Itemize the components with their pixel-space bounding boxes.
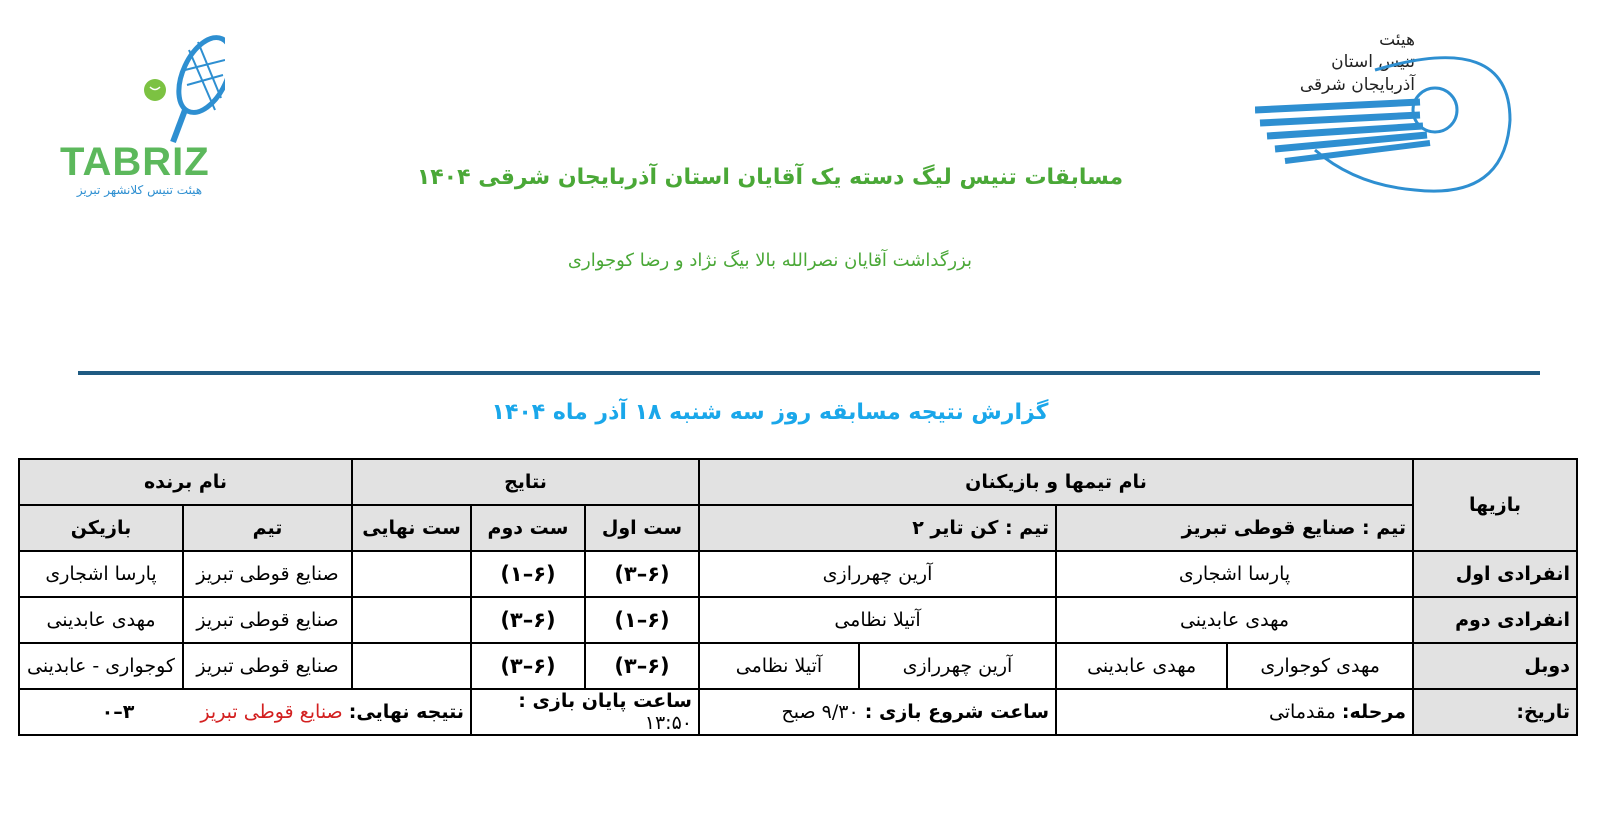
table-row bbox=[19, 551, 1577, 597]
final-result-score: ۰–۳ bbox=[101, 701, 135, 723]
team1-player: مهدی عابدینی bbox=[1056, 597, 1413, 643]
end-time-cell bbox=[471, 689, 699, 735]
stage-value: مقدماتی bbox=[1268, 701, 1336, 723]
start-time-label: ساعت شروع بازی : bbox=[864, 701, 1050, 723]
final-set-header: ست نهایی bbox=[352, 505, 471, 551]
final-result-cell bbox=[19, 689, 471, 735]
team2-player-a: آرین چهررازی bbox=[859, 643, 1056, 689]
games-header: بازیها bbox=[1413, 459, 1577, 551]
set1-header: ست اول bbox=[585, 505, 699, 551]
winner-team-header: تیم bbox=[183, 505, 352, 551]
set2-score: (۳–۶) bbox=[471, 643, 585, 689]
set2-header: ست دوم bbox=[471, 505, 585, 551]
table-row bbox=[19, 597, 1577, 643]
table-row bbox=[19, 643, 1577, 689]
tennis-racket-icon bbox=[55, 30, 225, 145]
report-title: گزارش نتیجه مسابقه روز سه شنبه ۱۸ آذر ماه ۱۴۰۴ bbox=[491, 400, 1049, 425]
stage-cell bbox=[1056, 689, 1413, 735]
page-subtitle: بزرگداشت آقایان نصرالله بالا بیگ نژاد و رضا کوجواری bbox=[567, 250, 973, 271]
logo-line-3: آذربایجان شرقی bbox=[1299, 75, 1415, 95]
game-label: دوبل bbox=[1413, 643, 1577, 689]
teams-players-header: نام تیمها و بازیکنان bbox=[699, 459, 1413, 505]
winner-team: صنایع قوطی تبریز bbox=[183, 597, 352, 643]
team2-player-b: آتیلا نظامی bbox=[699, 643, 859, 689]
set2-score: (۳–۶) bbox=[471, 597, 585, 643]
date-label: تاریخ: bbox=[1413, 689, 1577, 735]
game-label: انفرادی اول bbox=[1413, 551, 1577, 597]
game-label: انفرادی دوم bbox=[1413, 597, 1577, 643]
team1-header: تیم : صنایع قوطی تبریز bbox=[1056, 505, 1413, 551]
end-time-value: ۱۳:۵۰ bbox=[644, 712, 692, 734]
winner-team: صنایع قوطی تبریز bbox=[183, 643, 352, 689]
final-result-label: نتیجه نهایی: bbox=[348, 701, 464, 723]
page-title: مسابقات تنیس لیگ دسته یک آقایان استان آذربایجان شرقی ۱۴۰۴ bbox=[416, 165, 1124, 190]
results-table bbox=[18, 458, 1578, 736]
team1-player: پارسا اشجاری bbox=[1056, 551, 1413, 597]
winner-header: نام برنده bbox=[19, 459, 352, 505]
divider bbox=[78, 371, 1540, 375]
logo-line-1: هیئت bbox=[1379, 30, 1415, 50]
final-set-score bbox=[352, 597, 471, 643]
logo-subtitle: هیئت تنیس کلانشهر تبریز bbox=[76, 183, 203, 197]
winner-player: پارسا اشجاری bbox=[19, 551, 183, 597]
results-header: نتایج bbox=[352, 459, 699, 505]
winner-player: مهدی عابدینی bbox=[19, 597, 183, 643]
start-time-value: ۹/۳۰ صبح bbox=[781, 701, 859, 723]
winner-player: کوجواری - عابدینی bbox=[19, 643, 183, 689]
team1-player-a: مهدی کوجواری bbox=[1227, 643, 1413, 689]
start-time-cell bbox=[699, 689, 1056, 735]
set1-score: (۳–۶) bbox=[585, 643, 699, 689]
table-footer-row bbox=[19, 689, 1577, 735]
team2-header: تیم : کن تایر ۲ bbox=[699, 505, 1056, 551]
end-time-label: ساعت پایان بازی : bbox=[518, 690, 692, 712]
final-set-score bbox=[352, 643, 471, 689]
logo-line-2: تنیس استان bbox=[1331, 52, 1415, 72]
set1-score: (۳–۶) bbox=[585, 551, 699, 597]
set2-score: (۱–۶) bbox=[471, 551, 585, 597]
winner-player-header: بازیکن bbox=[19, 505, 183, 551]
winner-team: صنایع قوطی تبریز bbox=[183, 551, 352, 597]
final-result-team: صنایع قوطی تبریز bbox=[200, 701, 343, 723]
final-set-score bbox=[352, 551, 471, 597]
team1-player-b: مهدی عابدینی bbox=[1056, 643, 1227, 689]
team2-player: آرین چهررازی bbox=[699, 551, 1056, 597]
stage-label: مرحله: bbox=[1341, 701, 1406, 723]
logo-brand-text: TABRIZ bbox=[60, 140, 210, 184]
team2-player: آتیلا نظامی bbox=[699, 597, 1056, 643]
set1-score: (۱–۶) bbox=[585, 597, 699, 643]
